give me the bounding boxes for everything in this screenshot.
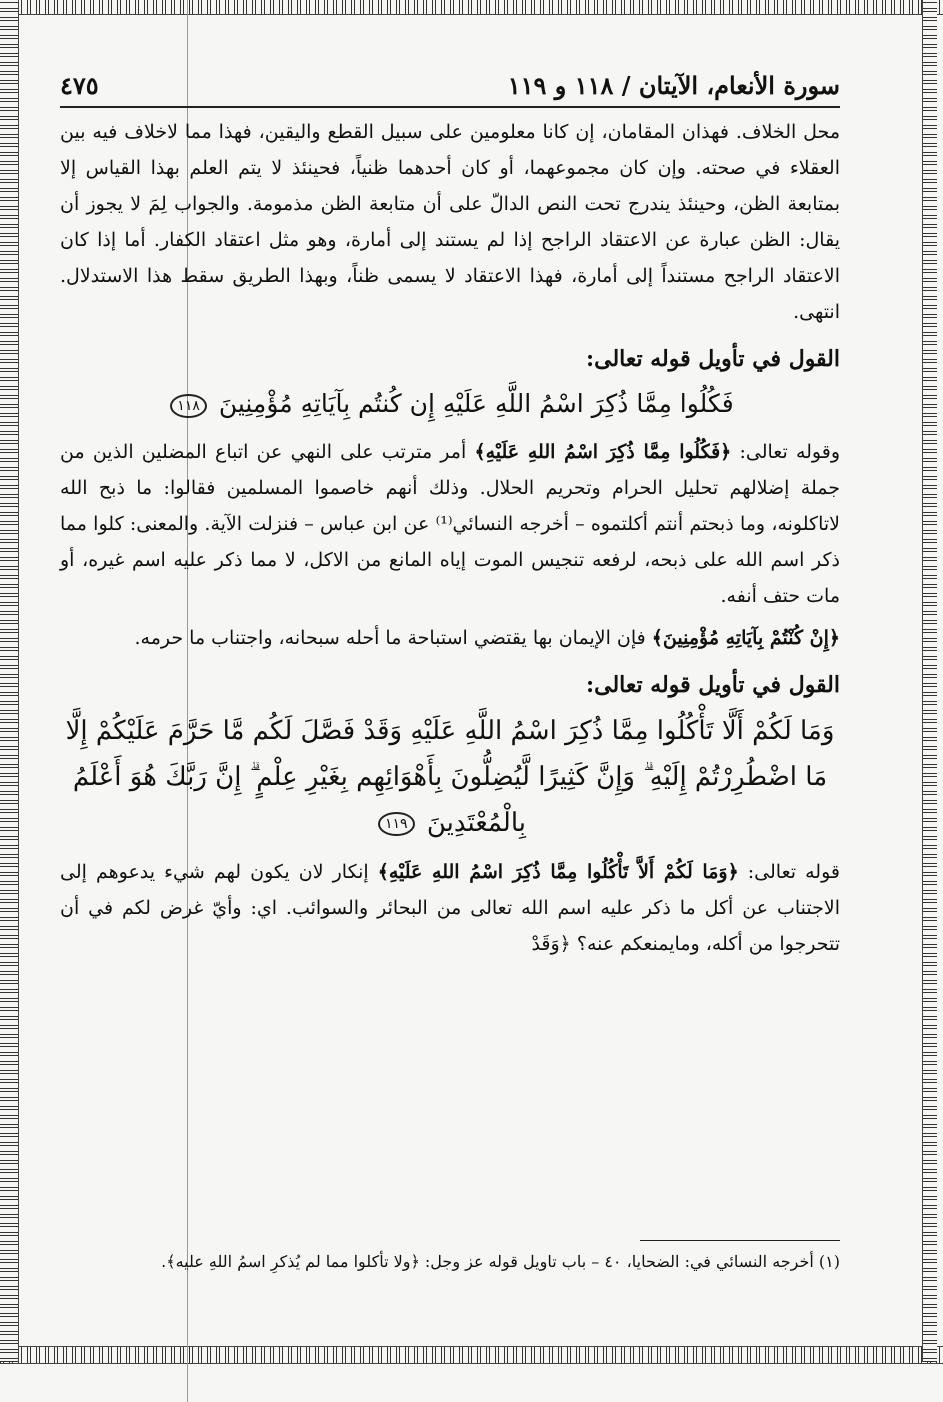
verse-119: [60, 708, 840, 846]
paragraph-4-quote: ﴿وَمَا لَكُمْ أَلاَّ تَأْكُلُوا مِمَّا ذُكِرَ اسْمُ اللهِ عَلَيْهِ﴾: [377, 861, 739, 883]
footnote-rule: [640, 1240, 840, 1241]
section-heading-2: القول في تأويل قوله تعالى:: [586, 672, 840, 698]
verse-118-text: فَكُلُوا مِمَّا ذُكِرَ اسْمُ اللَّهِ عَلَيْهِ إِن كُنتُم بِآيَاتِهِ مُؤْمِنِينَ: [218, 389, 734, 418]
paragraph-2-lead: وقوله تعالى:: [731, 441, 840, 463]
paragraph-2: [60, 434, 840, 614]
verse-119-text: وَمَا لَكُمْ أَلَّا تَأْكُلُوا مِمَّا ذُكِرَ اسْمُ اللَّهِ عَلَيْهِ وَقَدْ فَصَّلَ لَكُم مَّا حَرَّمَ عَلَيْكُمْ إِلَّا مَا اضْطُرِرْتُمْ إِلَيْهِ ۗ وَإِنَّ كَثِيرًا لَّيُضِلُّونَ بِأَهْوَائِهِم بِغَيْرِ عِلْمٍ ۗ إِنَّ رَبَّكَ هُوَ أَعْلَمُ بِالْمُعْتَدِينَ: [65, 716, 835, 838]
running-head: سورة الأنعام، الآيتان / ١١٨ و ١١٩: [507, 71, 840, 100]
paragraph-4-lead: قوله تعالى:: [738, 861, 840, 883]
page-header: [60, 60, 840, 108]
page-border-left: [0, 0, 19, 1362]
paragraph-2-rest: أمر مترتب على النهي عن اتباع المضلين الذين من جملة إضلالهم تحليل الحرام وتحريم الحلال. وذلك أنهم خاصموا المسلمين فقالوا: ما ذبح الله لاتاكلونه، وما ذبحتم أنتم أكلتموه – أخرجه النسائي⁽¹⁾ عن ابن عباس – فنزلت الآية. والمعنى: كلوا مما ذكر اسم الله على ذبحه، لرفعه تنجيس الموت إياه المانع من الاكل، لا مما ذكر عليه اسم غيره، أو مات حتف أنفه.: [60, 441, 840, 607]
paragraph-3: [60, 620, 840, 656]
section-heading-1: القول في تأويل قوله تعالى:: [586, 346, 840, 372]
page: [60, 60, 840, 1340]
page-border-bottom: [0, 1346, 943, 1364]
paragraph-3-quote: ﴿إِنْ كُنْتُمْ بِآيَاتِهِ مُؤْمِنِينَ﴾: [651, 627, 840, 649]
page-number: ٤٧٥: [60, 71, 99, 100]
page-border-top: [0, 0, 943, 15]
paragraph-4: [60, 854, 840, 962]
verse-118: [60, 382, 840, 426]
footnote-1: (١) أخرجه النسائي في: الضحايا، ٤٠ – باب تاويل قوله عز وجل: ﴿ولا تأكلوا مما لم يُذكرِ اسمُ اللهِ عليه﴾.: [161, 1252, 840, 1271]
paragraph-2-quote: ﴿فَكُلُوا مِمَّا ذُكِرَ اسْمُ اللهِ عَلَيْهِ﴾: [474, 441, 732, 463]
ayah-number-119: ١١٩: [378, 812, 415, 836]
paragraph-1: محل الخلاف. فهذان المقامان، إن كانا معلومين على سبيل القطع واليقين، فهذا مما لاخلاف فيه بين العقلاء في صحته. وإن كان مجموعهما، أو كان أحدهما ظنياً، فحينئذ لا يتم العلم بهذا القياس إلا بمتابعة الظن، وحينئذ يندرج تحت النص الدالّ على أن متابعة الظن مذمومة. والجواب لِمَ لا يجوز أن يقال: الظن عبارة عن الاعتقاد الراجح إذا لم يستند إلى أمارة، وهو مثل اعتقاد الكفار. أما إذا كان الاعتقاد الراجح مستنداً إلى أمارة، فهذا الاعتقاد لا يسمى ظناً، وبهذا الطريق سقط هذا الاستدلال. انتهى.: [60, 121, 840, 323]
paragraph-4-rest: إنكار لان يكون لهم شيء يدعوهم إلى الاجتناب عن أكل ما ذكر عليه اسم الله تعالى من البحائر والسوائب. اي: وأيّ غرض لكم في أن تتحرجوا من أكله، ومايمنعكم عنه؟ ﴿وَقَدْ: [60, 861, 840, 955]
paragraph-3-rest: فإن الإيمان بها يقتضي استباحة ما أحله سبحانه، واجتناب ما حرمه.: [134, 627, 652, 649]
ayah-number-118: ١١٨: [170, 394, 207, 418]
page-border-right: [922, 0, 937, 1362]
